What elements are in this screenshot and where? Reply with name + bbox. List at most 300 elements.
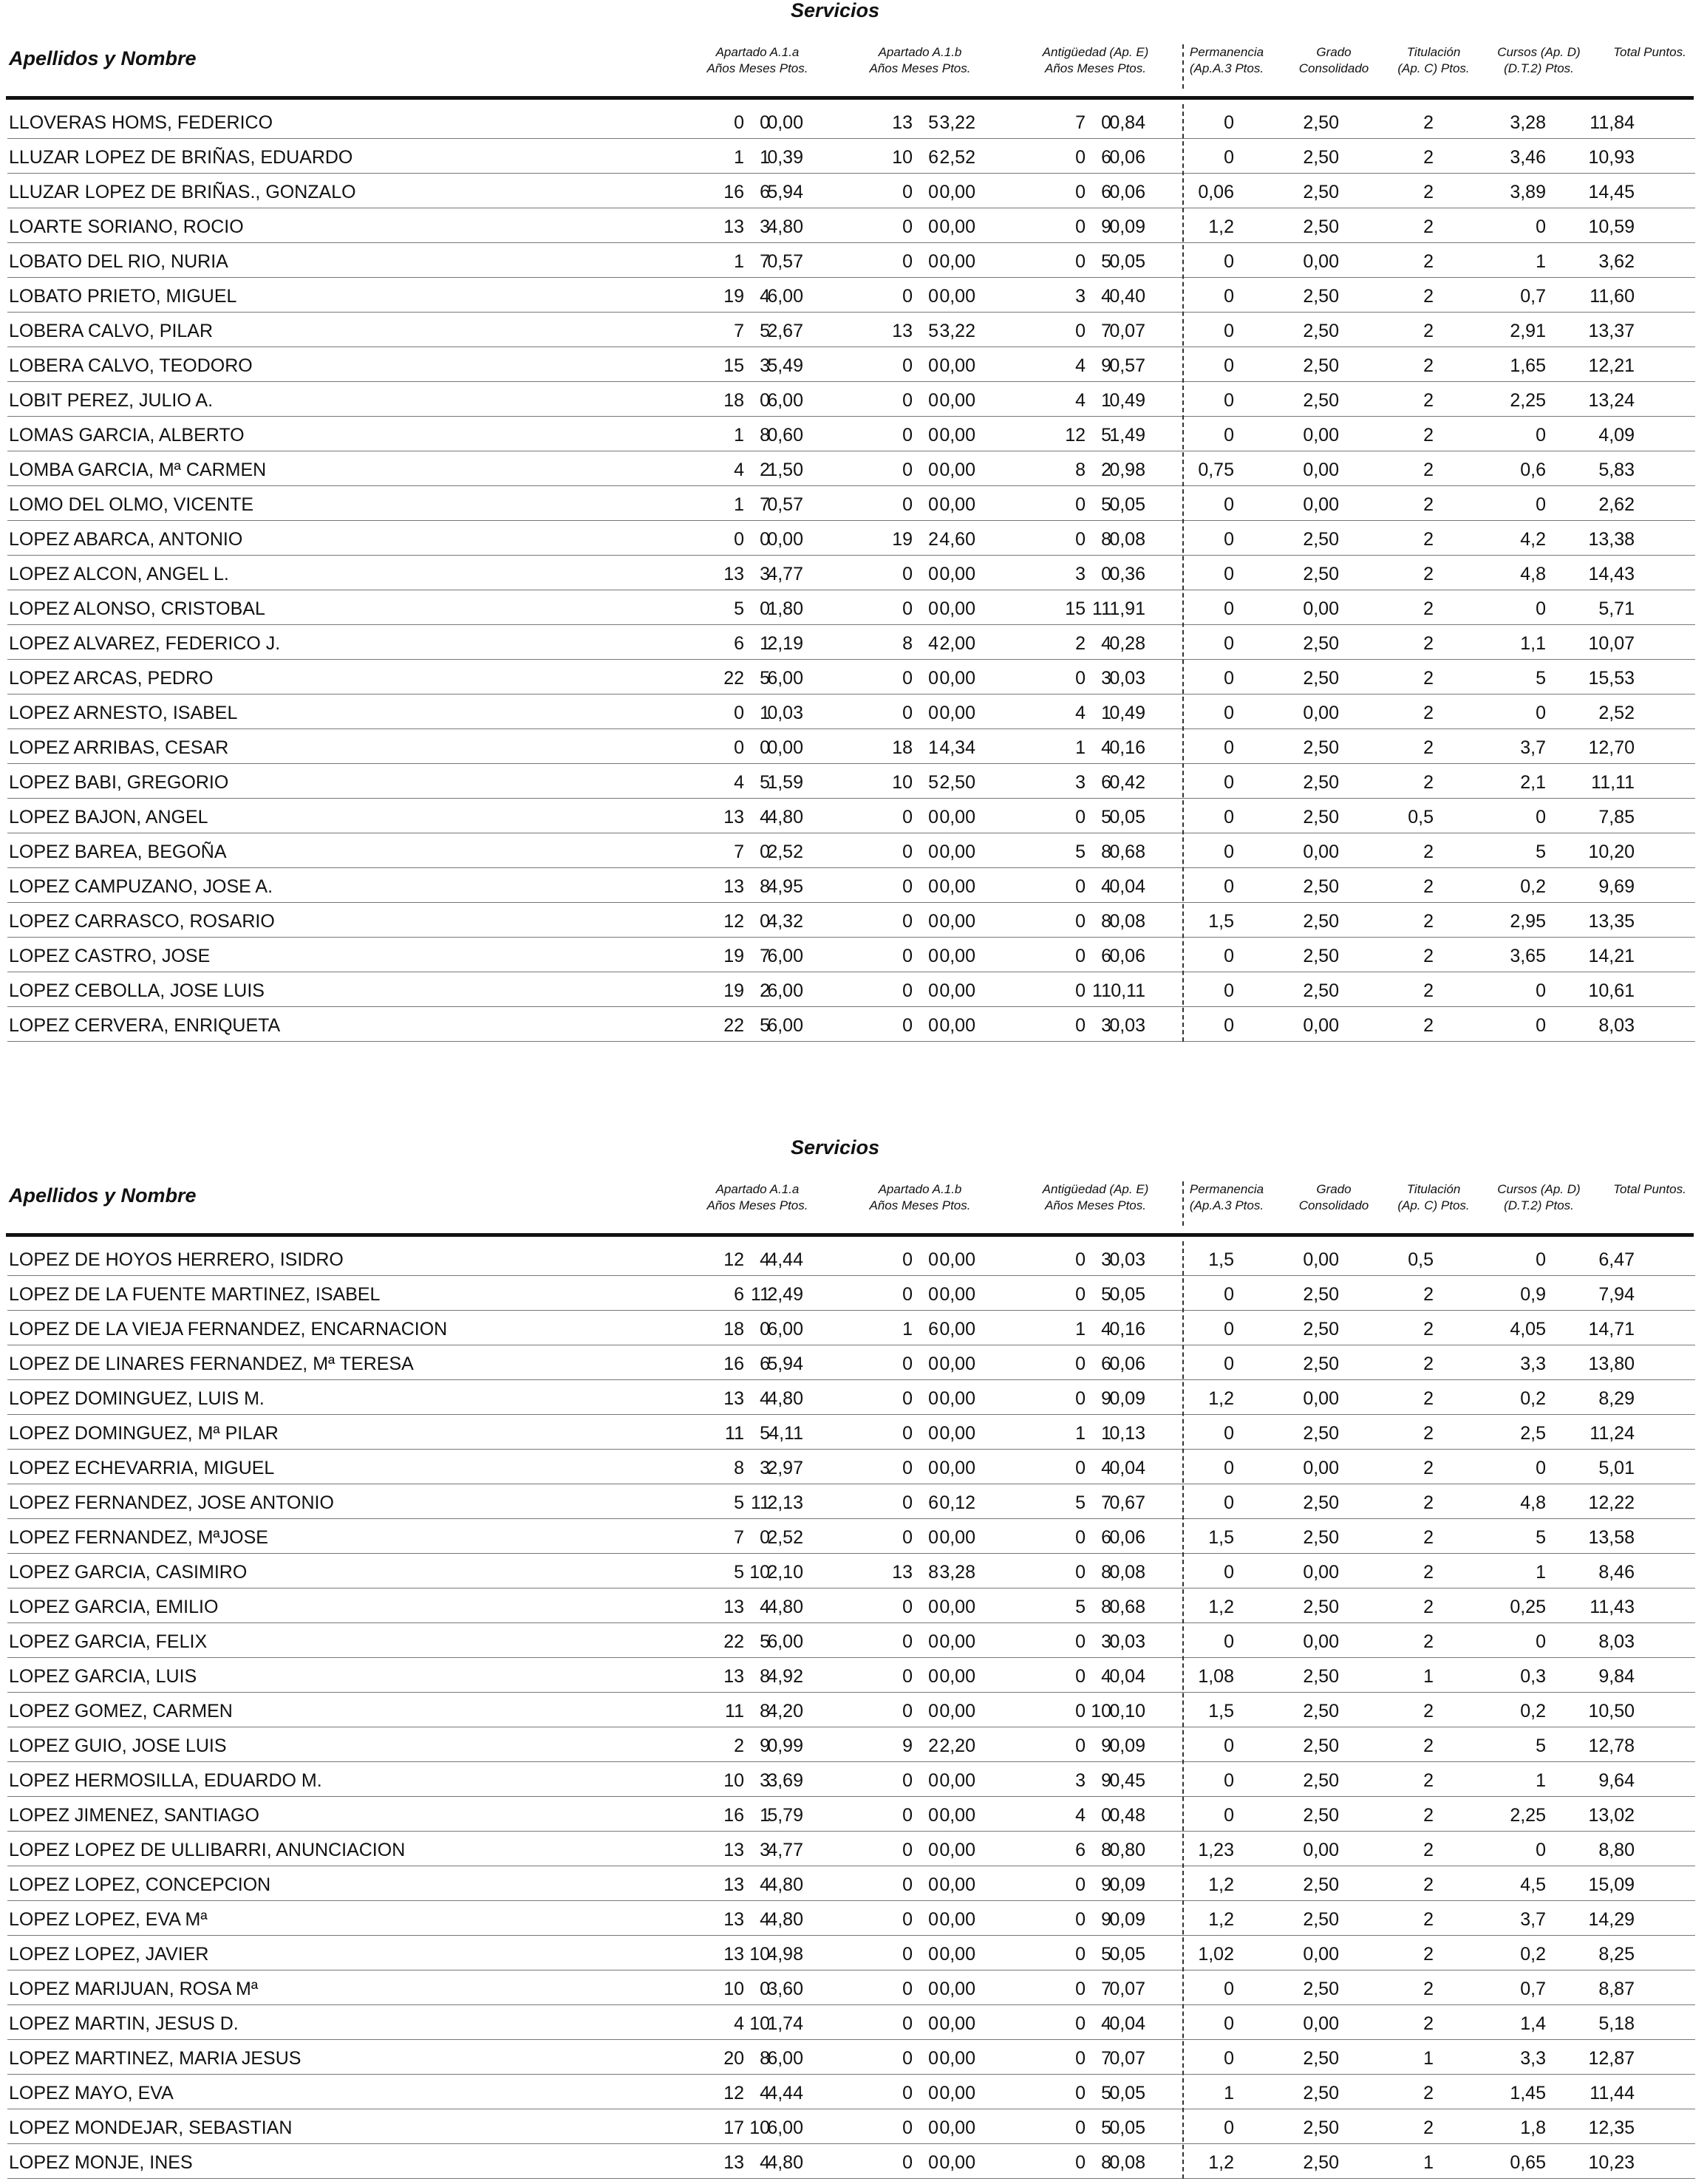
cell-titulacion-points: 2 <box>1423 911 1434 932</box>
cell-antiguedad-points: 0,05 <box>1109 1944 1145 1965</box>
table-row <box>0 1727 1707 1762</box>
cell-total-points: 10,20 <box>1588 842 1635 862</box>
cell-total-points: 11,84 <box>1590 112 1635 133</box>
cell-antiguedad-years: 0 <box>1075 911 1086 932</box>
cell-name: LOMO DEL OLMO, VICENTE <box>9 494 254 515</box>
cell-a1a-months: 0 <box>760 1979 770 1999</box>
cell-antiguedad-years: 0 <box>1075 946 1086 966</box>
cell-a1a-points: 0,99 <box>767 1736 803 1756</box>
cell-antiguedad-months: 3 <box>1101 1249 1111 1270</box>
cell-antiguedad-points: 0,05 <box>1109 251 1145 272</box>
cell-a1b-months: 0 <box>928 703 938 723</box>
cell-a1a-years: 4 <box>734 772 744 793</box>
cell-antiguedad-years: 3 <box>1075 564 1086 584</box>
cell-antiguedad-years: 0 <box>1075 182 1086 202</box>
cell-grado-consolidado: 0,00 <box>1303 1249 1339 1270</box>
cell-titulacion-points: 2 <box>1423 1354 1434 1374</box>
cell-titulacion-points: 2 <box>1423 772 1434 793</box>
cell-a1a-years: 19 <box>723 286 744 307</box>
cell-total-points: 12,21 <box>1588 355 1635 376</box>
cell-name: LOPEZ MARTIN, JESUS D. <box>9 2013 239 2034</box>
cell-total-points: 8,80 <box>1598 1840 1635 1860</box>
cell-total-points: 11,24 <box>1590 1423 1635 1444</box>
cell-a1a-months: 2 <box>760 460 770 480</box>
cell-a1b-months: 0 <box>928 1840 938 1860</box>
cell-a1b-points: 4,34 <box>939 737 975 758</box>
cell-antiguedad-months: 3 <box>1101 1631 1111 1652</box>
cell-antiguedad-months: 3 <box>1101 1015 1111 1036</box>
cell-cursos-points: 0,7 <box>1520 286 1546 307</box>
cell-cursos-points: 0 <box>1536 703 1546 723</box>
cell-titulacion-points: 2 <box>1423 1597 1434 1617</box>
cell-grado-consolidado: 2,50 <box>1303 390 1339 411</box>
cell-a1b-years: 13 <box>892 112 913 133</box>
cell-a1b-months: 0 <box>928 494 938 515</box>
cell-permanencia-points: 0 <box>1224 564 1234 584</box>
cell-grado-consolidado: 2,50 <box>1303 1423 1339 1444</box>
cell-a1b-points: 0,00 <box>939 1874 975 1895</box>
cell-a1b-months: 0 <box>928 1527 938 1548</box>
table-row <box>0 174 1707 208</box>
cell-a1b-points: 0,00 <box>939 842 975 862</box>
cell-antiguedad-years: 0 <box>1075 321 1086 341</box>
cell-a1a-years: 6 <box>734 633 744 654</box>
cell-a1b-points: 0,00 <box>939 946 975 966</box>
cell-permanencia-points: 0 <box>1224 842 1234 862</box>
cell-a1b-months: 0 <box>928 286 938 307</box>
cell-a1a-points: 2,13 <box>767 1492 803 1513</box>
cell-antiguedad-years: 5 <box>1075 842 1086 862</box>
cell-total-points: 5,83 <box>1598 460 1635 480</box>
cell-antiguedad-points: 0,06 <box>1109 182 1145 202</box>
cell-total-points: 2,52 <box>1598 703 1635 723</box>
cell-antiguedad-years: 2 <box>1075 633 1086 654</box>
cell-a1b-points: 0,00 <box>939 1319 975 1340</box>
cell-a1b-points: 2,52 <box>939 147 975 168</box>
cell-grado-consolidado: 2,50 <box>1303 112 1339 133</box>
cell-a1b-months: 0 <box>928 2048 938 2069</box>
table-row <box>0 382 1707 417</box>
cell-a1b-points: 0,00 <box>939 980 975 1001</box>
cell-permanencia-points: 0 <box>1224 876 1234 897</box>
table-row <box>0 278 1707 313</box>
cell-titulacion-points: 2 <box>1423 2118 1434 2138</box>
table-row <box>0 1762 1707 1797</box>
cell-cursos-points: 3,3 <box>1520 1354 1546 1374</box>
cell-antiguedad-years: 0 <box>1075 1527 1086 1548</box>
cell-a1a-years: 0 <box>734 112 744 133</box>
cell-a1b-years: 0 <box>902 425 913 446</box>
cell-antiguedad-points: 0,49 <box>1109 703 1145 723</box>
cell-name: LLUZAR LOPEZ DE BRIÑAS, EDUARDO <box>9 147 353 168</box>
cell-antiguedad-months: 4 <box>1101 737 1111 758</box>
cell-antiguedad-months: 1 <box>1101 703 1111 723</box>
column-separator <box>1182 1181 1185 1226</box>
cell-cursos-points: 1 <box>1536 1562 1546 1583</box>
cell-titulacion-points: 2 <box>1423 1979 1434 1999</box>
cell-titulacion-points: 2 <box>1423 2083 1434 2103</box>
cell-total-points: 13,80 <box>1588 1354 1635 1374</box>
cell-total-points: 5,18 <box>1598 2013 1635 2034</box>
cell-antiguedad-months: 5 <box>1101 2118 1111 2138</box>
column-header-tit: Titulación (Ap. C) Ptos. <box>1397 45 1470 75</box>
cell-antiguedad-months: 9 <box>1101 1770 1111 1791</box>
cell-a1a-months: 5 <box>760 321 770 341</box>
cell-titulacion-points: 2 <box>1423 1631 1434 1652</box>
table-row <box>0 938 1707 972</box>
table-row <box>0 590 1707 625</box>
table-row <box>0 521 1707 556</box>
cell-a1b-months: 8 <box>928 1562 938 1583</box>
cell-permanencia-points: 0 <box>1224 668 1234 689</box>
cell-antiguedad-months: 0 <box>1101 564 1111 584</box>
cell-a1b-months: 0 <box>928 1354 938 1374</box>
cell-a1a-points: 2,10 <box>767 1562 803 1583</box>
cell-titulacion-points: 2 <box>1423 1015 1434 1036</box>
cell-a1a-years: 5 <box>734 1562 744 1583</box>
cell-grado-consolidado: 0,00 <box>1303 425 1339 446</box>
table-body <box>0 1241 1707 2179</box>
cell-a1a-months: 10 <box>749 1562 770 1583</box>
cell-antiguedad-months: 4 <box>1101 1319 1111 1340</box>
cell-titulacion-points: 1 <box>1423 1666 1434 1687</box>
column-header-perm: Permanencia (Ap.A.3 Ptos. <box>1189 45 1264 75</box>
cell-total-points: 9,69 <box>1598 876 1635 897</box>
cell-a1b-years: 0 <box>902 1701 913 1721</box>
cell-a1b-years: 19 <box>892 529 913 550</box>
cell-titulacion-points: 2 <box>1423 1284 1434 1305</box>
cell-permanencia-points: 0 <box>1224 529 1234 550</box>
cell-total-points: 4,09 <box>1598 425 1635 446</box>
cell-grado-consolidado: 0,00 <box>1303 598 1339 619</box>
column-header-grado: Grado Consolidado <box>1298 45 1369 75</box>
cell-a1b-points: 0,00 <box>939 1284 975 1305</box>
cell-grado-consolidado: 0,00 <box>1303 1631 1339 1652</box>
table-row <box>0 1866 1707 1901</box>
cell-a1a-years: 2 <box>734 1736 744 1756</box>
cell-total-points: 13,37 <box>1588 321 1635 341</box>
cell-name: LOPEZ ALONSO, CRISTOBAL <box>9 598 265 619</box>
cell-antiguedad-months: 4 <box>1101 1666 1111 1687</box>
cell-a1a-points: 2,52 <box>767 842 803 862</box>
cell-a1b-years: 0 <box>902 1631 913 1652</box>
table-row <box>0 208 1707 243</box>
cell-cursos-points: 4,05 <box>1510 1319 1546 1340</box>
cell-a1a-points: 0,00 <box>767 737 803 758</box>
cell-a1b-points: 0,00 <box>939 564 975 584</box>
table-row <box>0 1484 1707 1519</box>
cell-antiguedad-months: 0 <box>1101 112 1111 133</box>
cell-a1a-years: 13 <box>723 876 744 897</box>
cell-a1b-months: 0 <box>928 668 938 689</box>
cell-antiguedad-months: 7 <box>1101 321 1111 341</box>
cell-a1a-months: 11 <box>751 1284 770 1305</box>
cell-a1b-months: 0 <box>928 1770 938 1791</box>
cell-antiguedad-points: 1,49 <box>1109 425 1145 446</box>
cell-titulacion-points: 2 <box>1423 1562 1434 1583</box>
cell-antiguedad-years: 3 <box>1075 1770 1086 1791</box>
cell-a1b-years: 0 <box>902 1423 913 1444</box>
cell-a1b-months: 0 <box>928 946 938 966</box>
cell-a1a-months: 3 <box>760 1770 770 1791</box>
cell-antiguedad-years: 0 <box>1075 1909 1086 1930</box>
cell-titulacion-points: 2 <box>1423 216 1434 237</box>
cell-a1a-points: 5,49 <box>767 355 803 376</box>
cell-a1b-months: 5 <box>928 321 938 341</box>
cell-titulacion-points: 2 <box>1423 1909 1434 1930</box>
cell-name: LOPEZ GARCIA, CASIMIRO <box>9 1562 248 1583</box>
cell-a1b-months: 0 <box>928 1015 938 1036</box>
cell-antiguedad-points: 0,08 <box>1109 1562 1145 1583</box>
cell-a1b-years: 1 <box>902 1319 913 1340</box>
cell-antiguedad-years: 5 <box>1075 1492 1086 1513</box>
cell-grado-consolidado: 0,00 <box>1303 1944 1339 1965</box>
cell-name: LOMBA GARCIA, Mª CARMEN <box>9 460 267 480</box>
cell-antiguedad-months: 8 <box>1101 2152 1111 2173</box>
cell-a1a-points: 6,00 <box>767 980 803 1001</box>
cell-permanencia-points: 1,2 <box>1208 216 1234 237</box>
cell-grado-consolidado: 2,50 <box>1303 147 1339 168</box>
cell-name: LOBERA CALVO, PILAR <box>9 321 214 341</box>
cell-permanencia-points: 0 <box>1224 2048 1234 2069</box>
cell-permanencia-points: 1,5 <box>1208 1249 1234 1270</box>
cell-cursos-points: 2,91 <box>1510 321 1546 341</box>
cell-antiguedad-years: 0 <box>1075 1631 1086 1652</box>
cell-name: LOMAS GARCIA, ALBERTO <box>9 425 245 446</box>
cell-a1a-months: 6 <box>760 182 770 202</box>
cell-total-points: 5,01 <box>1598 1458 1635 1478</box>
cell-name: LOPEZ HERMOSILLA, EDUARDO M. <box>9 1770 322 1791</box>
cell-name: LOPEZ BAREA, BEGOÑA <box>9 842 227 862</box>
cell-permanencia-points: 1,23 <box>1198 1840 1234 1860</box>
cell-name: LOARTE SORIANO, ROCIO <box>9 216 244 237</box>
cell-grado-consolidado: 2,50 <box>1303 321 1339 341</box>
cell-a1a-points: 6,00 <box>767 1015 803 1036</box>
cell-a1b-months: 0 <box>928 251 938 272</box>
cell-a1a-years: 0 <box>734 529 744 550</box>
cell-antiguedad-points: 0,03 <box>1109 668 1145 689</box>
cell-permanencia-points: 0 <box>1224 1736 1234 1756</box>
cell-antiguedad-years: 0 <box>1075 807 1086 827</box>
cell-titulacion-points: 2 <box>1423 1770 1434 1791</box>
cell-antiguedad-months: 6 <box>1101 1527 1111 1548</box>
cell-a1a-points: 4,95 <box>767 876 803 897</box>
cell-titulacion-points: 2 <box>1423 633 1434 654</box>
cell-permanencia-points: 0 <box>1224 1492 1234 1513</box>
cell-grado-consolidado: 2,50 <box>1303 1736 1339 1756</box>
cell-cursos-points: 1,1 <box>1520 633 1546 654</box>
cell-antiguedad-points: 0,16 <box>1109 737 1145 758</box>
cell-cursos-points: 0 <box>1536 1249 1546 1270</box>
cell-titulacion-points: 2 <box>1423 390 1434 411</box>
cell-name: LOPEZ ARRIBAS, CESAR <box>9 737 229 758</box>
cell-name: LOPEZ DE LINARES FERNANDEZ, Mª TERESA <box>9 1354 414 1374</box>
cell-titulacion-points: 2 <box>1423 112 1434 133</box>
cell-a1a-years: 6 <box>734 1284 744 1305</box>
cell-antiguedad-years: 8 <box>1075 460 1086 480</box>
cell-antiguedad-points: 0,80 <box>1109 1840 1145 1860</box>
cell-total-points: 11,44 <box>1590 2083 1635 2103</box>
cell-antiguedad-years: 0 <box>1075 1666 1086 1687</box>
cell-a1a-years: 12 <box>723 911 744 932</box>
cell-a1a-points: 1,80 <box>767 598 803 619</box>
cell-grado-consolidado: 2,50 <box>1303 946 1339 966</box>
cell-a1b-years: 0 <box>902 564 913 584</box>
cell-a1b-years: 0 <box>902 1979 913 1999</box>
cell-antiguedad-years: 0 <box>1075 1458 1086 1478</box>
cell-a1a-months: 1 <box>760 1805 770 1826</box>
cell-a1b-months: 0 <box>928 842 938 862</box>
table-row <box>0 2040 1707 2075</box>
cell-antiguedad-months: 9 <box>1101 1736 1111 1756</box>
cell-a1b-years: 0 <box>902 1874 913 1895</box>
cell-a1b-points: 0,00 <box>939 1423 975 1444</box>
cell-a1b-years: 0 <box>902 1944 913 1965</box>
cell-cursos-points: 2,5 <box>1520 1423 1546 1444</box>
cell-antiguedad-months: 8 <box>1101 911 1111 932</box>
cell-a1a-months: 4 <box>760 286 770 307</box>
cell-cursos-points: 0 <box>1536 494 1546 515</box>
cell-a1a-points: 6,00 <box>767 1319 803 1340</box>
cell-a1a-years: 16 <box>723 1805 744 1826</box>
cell-cursos-points: 0 <box>1536 980 1546 1001</box>
cell-total-points: 12,35 <box>1588 2118 1635 2138</box>
cell-a1a-points: 2,67 <box>767 321 803 341</box>
cell-a1b-months: 0 <box>928 2083 938 2103</box>
cell-antiguedad-years: 1 <box>1075 737 1086 758</box>
cell-a1b-months: 0 <box>928 1388 938 1409</box>
cell-antiguedad-years: 3 <box>1075 772 1086 793</box>
cell-a1a-months: 4 <box>760 1597 770 1617</box>
cell-total-points: 14,43 <box>1588 564 1635 584</box>
cell-name: LOPEZ FERNANDEZ, JOSE ANTONIO <box>9 1492 334 1513</box>
cell-total-points: 7,85 <box>1598 807 1635 827</box>
cell-a1a-points: 4,92 <box>767 1666 803 1687</box>
cell-a1a-years: 0 <box>734 737 744 758</box>
cell-antiguedad-months: 4 <box>1101 1458 1111 1478</box>
cell-a1a-years: 12 <box>723 2083 744 2103</box>
cell-a1b-years: 0 <box>902 355 913 376</box>
cell-cursos-points: 5 <box>1536 1527 1546 1548</box>
cell-total-points: 10,93 <box>1588 147 1635 168</box>
column-header-name: Apellidos y Nombre <box>9 47 197 69</box>
column-header-a1a: Apartado A.1.a Años Meses Ptos. <box>706 45 808 75</box>
cell-antiguedad-years: 0 <box>1075 216 1086 237</box>
cell-a1a-months: 0 <box>760 1527 770 1548</box>
cell-permanencia-points: 0 <box>1224 251 1234 272</box>
cell-a1b-points: 0,00 <box>939 355 975 376</box>
cell-a1b-years: 0 <box>902 946 913 966</box>
cell-a1b-points: 0,00 <box>939 2118 975 2138</box>
cell-grado-consolidado: 0,00 <box>1303 1562 1339 1583</box>
cell-a1b-years: 0 <box>902 1388 913 1409</box>
cell-antiguedad-points: 0,04 <box>1109 2013 1145 2034</box>
table-row <box>0 417 1707 451</box>
table-row <box>0 972 1707 1007</box>
cell-a1a-years: 1 <box>734 494 744 515</box>
cell-a1b-months: 6 <box>928 1319 938 1340</box>
cell-cursos-points: 1,8 <box>1520 2118 1546 2138</box>
cell-a1a-years: 13 <box>723 1840 744 1860</box>
cell-antiguedad-months: 9 <box>1101 355 1111 376</box>
cell-name: LOPEZ MARIJUAN, ROSA Mª <box>9 1979 259 1999</box>
cell-a1b-points: 2,50 <box>939 772 975 793</box>
cell-a1a-years: 13 <box>723 1666 744 1687</box>
cell-a1b-years: 0 <box>902 1666 913 1687</box>
cell-permanencia-points: 0 <box>1224 425 1234 446</box>
cell-cursos-points: 3,28 <box>1510 112 1546 133</box>
cell-a1a-points: 2,19 <box>767 633 803 654</box>
cell-name: LOPEZ GARCIA, EMILIO <box>9 1597 219 1617</box>
cell-grado-consolidado: 0,00 <box>1303 1015 1339 1036</box>
table-row <box>0 1970 1707 2005</box>
cell-a1b-points: 0,00 <box>939 2083 975 2103</box>
cell-a1a-points: 0,60 <box>767 425 803 446</box>
cell-name: LOPEZ CASTRO, JOSE <box>9 946 211 966</box>
table-row <box>0 695 1707 729</box>
cell-antiguedad-points: 0,57 <box>1109 355 1145 376</box>
cell-cursos-points: 0,25 <box>1510 1597 1546 1617</box>
cell-cursos-points: 5 <box>1536 668 1546 689</box>
cell-antiguedad-years: 4 <box>1075 390 1086 411</box>
cell-a1b-months: 0 <box>928 807 938 827</box>
cell-a1b-years: 0 <box>902 286 913 307</box>
cell-a1a-years: 22 <box>723 1631 744 1652</box>
cell-permanencia-points: 1 <box>1224 2083 1234 2103</box>
cell-antiguedad-years: 0 <box>1075 2048 1086 2069</box>
cell-titulacion-points: 0,5 <box>1408 1249 1434 1270</box>
cell-a1a-years: 22 <box>723 1015 744 1036</box>
cell-antiguedad-points: 0,04 <box>1109 1666 1145 1687</box>
cell-antiguedad-years: 4 <box>1075 703 1086 723</box>
cell-titulacion-points: 2 <box>1423 1388 1434 1409</box>
cell-a1b-months: 0 <box>928 980 938 1001</box>
table-row <box>0 2005 1707 2040</box>
cell-a1b-months: 0 <box>928 1666 938 1687</box>
cell-antiguedad-months: 5 <box>1101 1284 1111 1305</box>
cell-titulacion-points: 2 <box>1423 564 1434 584</box>
cell-titulacion-points: 2 <box>1423 1319 1434 1340</box>
table-row <box>0 1901 1707 1936</box>
cell-a1a-months: 5 <box>760 1631 770 1652</box>
cell-name: LOPEZ LOPEZ, JAVIER <box>9 1944 209 1965</box>
cell-permanencia-points: 0 <box>1224 355 1234 376</box>
cell-grado-consolidado: 2,50 <box>1303 1284 1339 1305</box>
cell-titulacion-points: 2 <box>1423 2013 1434 2034</box>
cell-a1b-points: 0,00 <box>939 2013 975 2034</box>
cell-grado-consolidado: 2,50 <box>1303 1492 1339 1513</box>
cell-antiguedad-points: 0,48 <box>1109 1805 1145 1826</box>
cell-grado-consolidado: 0,00 <box>1303 842 1339 862</box>
table-row <box>0 660 1707 695</box>
cell-name: LOPEZ MONDEJAR, SEBASTIAN <box>9 2118 293 2138</box>
cell-a1b-years: 0 <box>902 1597 913 1617</box>
cell-grado-consolidado: 2,50 <box>1303 1874 1339 1895</box>
cell-a1a-points: 0,00 <box>767 529 803 550</box>
cell-titulacion-points: 2 <box>1423 1874 1434 1895</box>
cell-antiguedad-years: 0 <box>1075 1979 1086 1999</box>
cell-a1b-years: 9 <box>902 1736 913 1756</box>
cell-antiguedad-months: 4 <box>1101 876 1111 897</box>
cell-a1b-years: 0 <box>902 1492 913 1513</box>
cell-name: LLOVERAS HOMS, FEDERICO <box>9 112 273 133</box>
cell-name: LOPEZ DE HOYOS HERRERO, ISIDRO <box>9 1249 344 1270</box>
cell-a1a-months: 0 <box>760 598 770 619</box>
cell-grado-consolidado: 2,50 <box>1303 2048 1339 2069</box>
cell-antiguedad-years: 0 <box>1075 2083 1086 2103</box>
cell-permanencia-points: 0 <box>1224 2118 1234 2138</box>
cell-a1a-years: 0 <box>734 703 744 723</box>
